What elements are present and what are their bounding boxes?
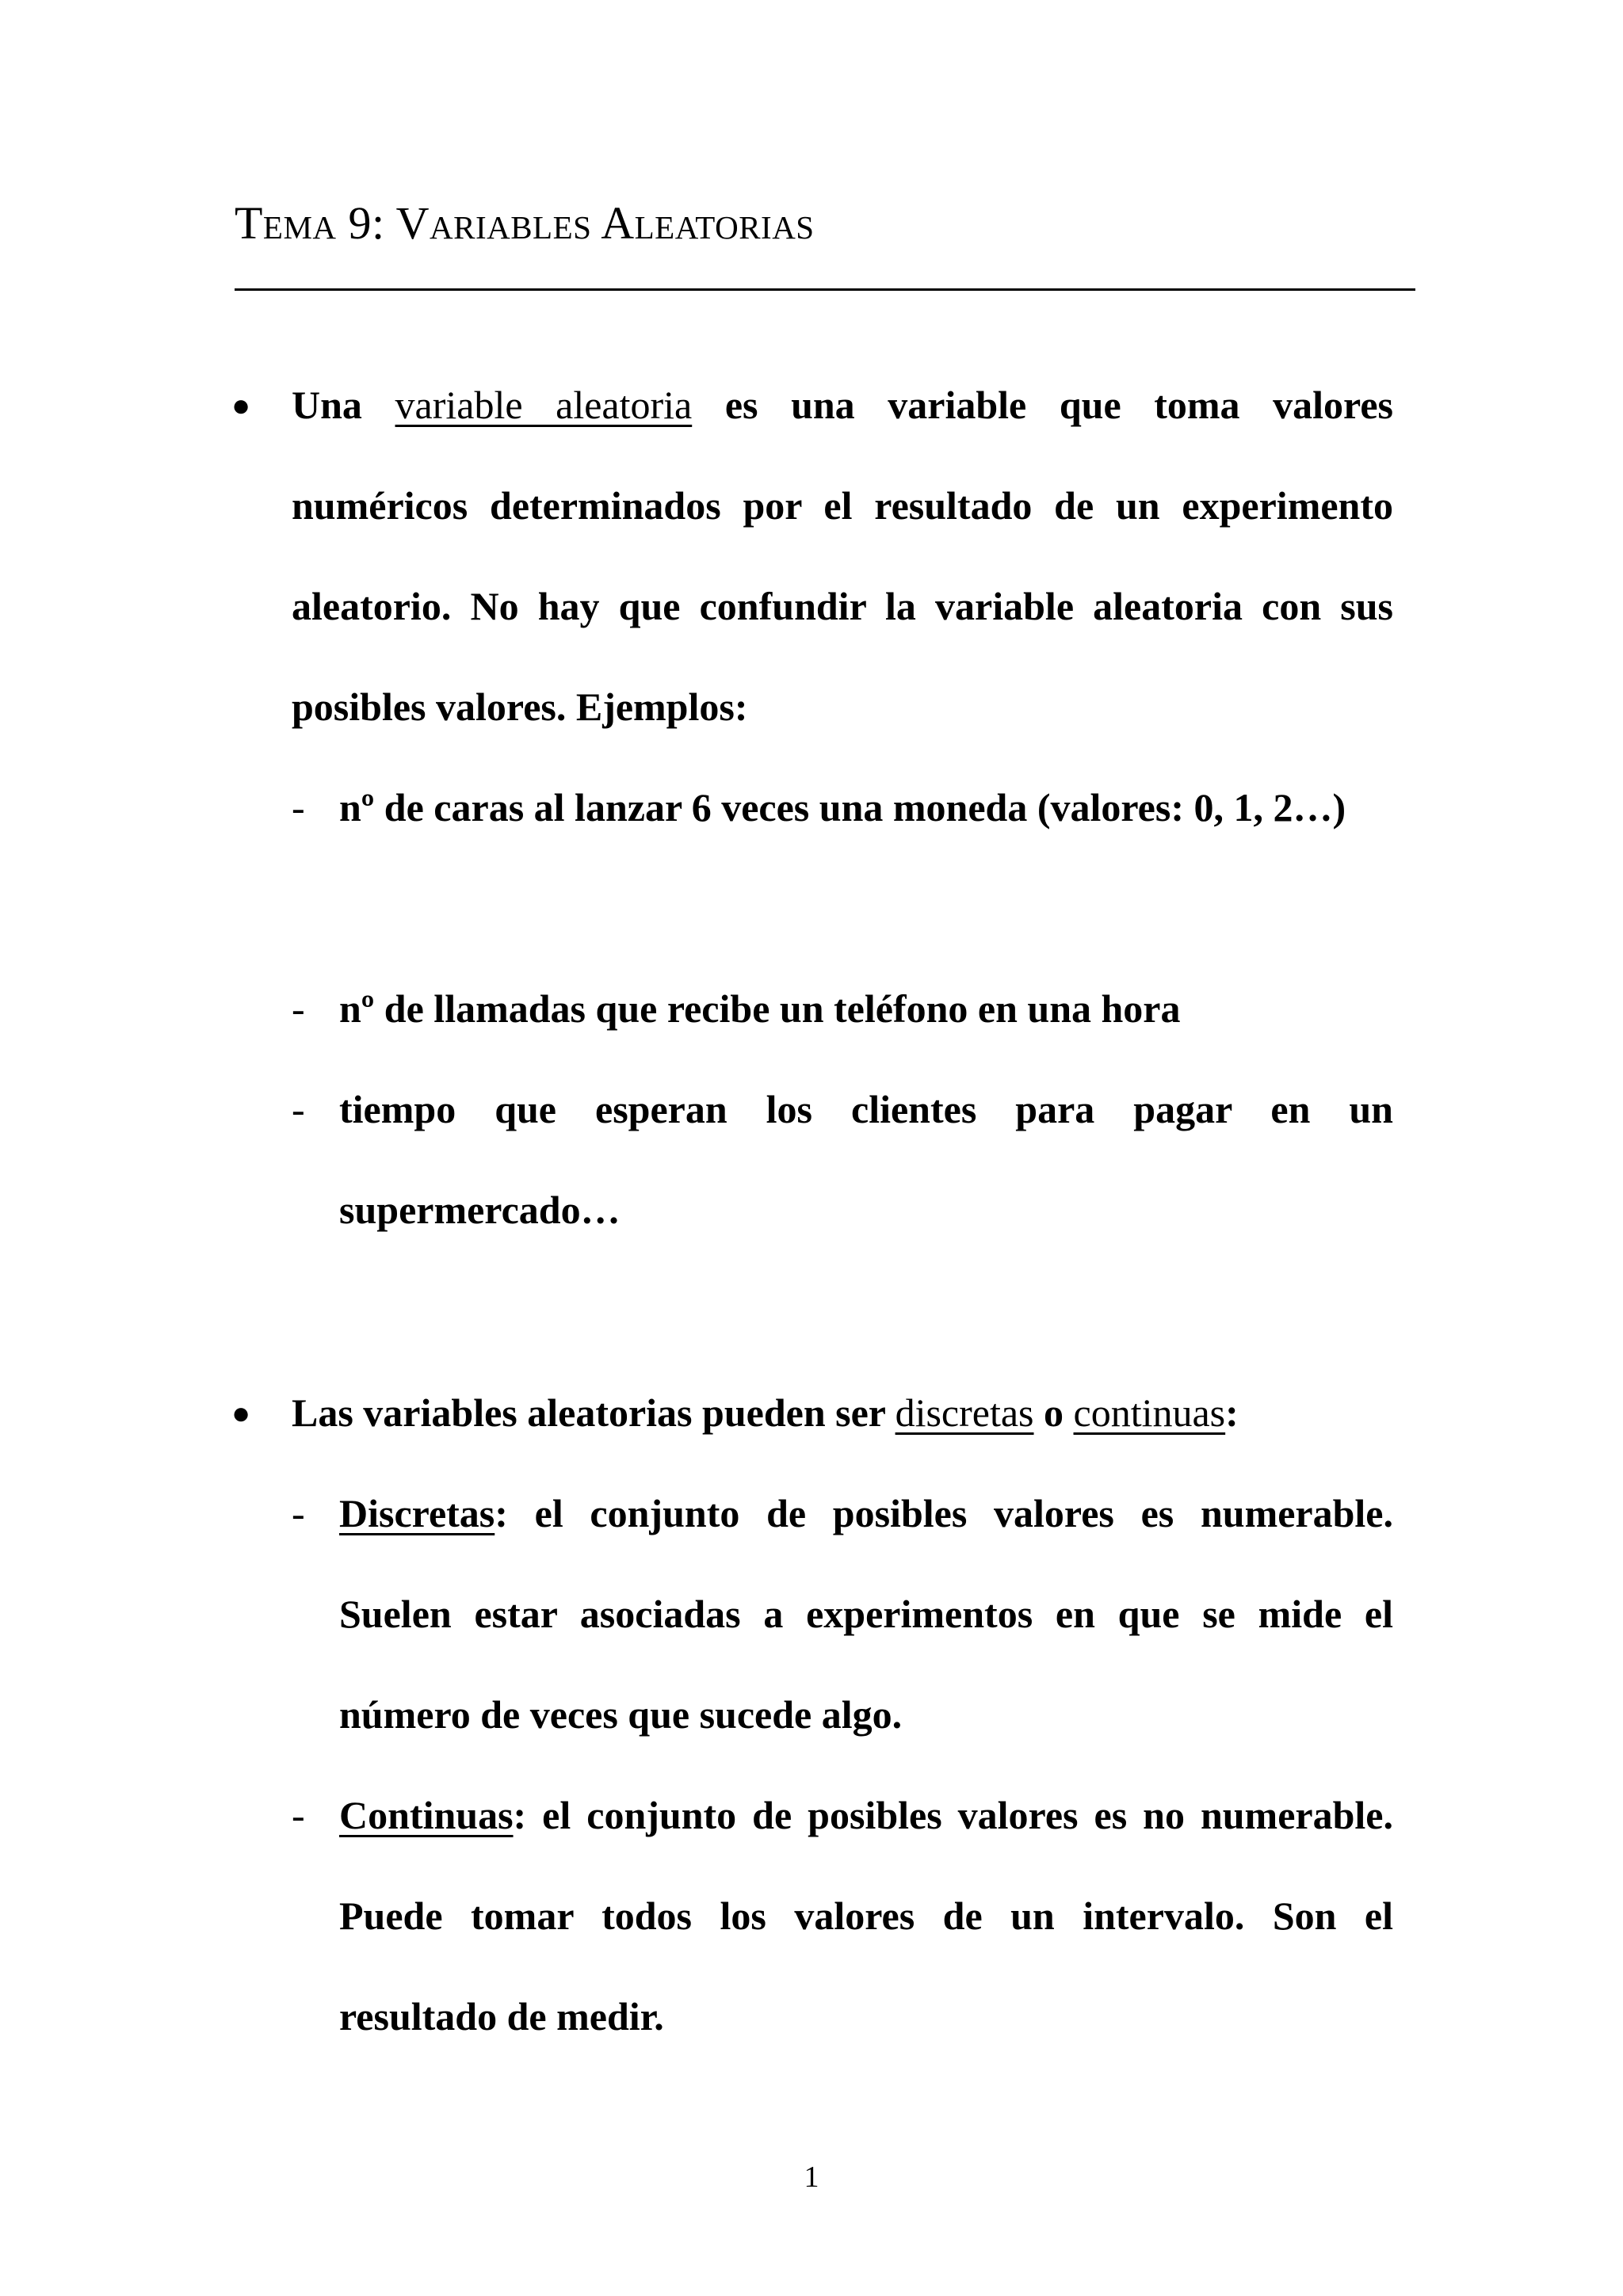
- example-item: nº de caras al lanzar 6 veces una moneda (valores: 0, 1, 2…): [339, 785, 1346, 830]
- dash-icon: -: [292, 1491, 305, 1535]
- paragraph-definition: [292, 355, 1393, 757]
- dash-icon: -: [292, 1087, 305, 1131]
- dash-icon: -: [292, 986, 305, 1031]
- type-item-discretas: [339, 1463, 1393, 1765]
- types-colon: :: [1225, 1390, 1239, 1435]
- term-discretas: discretas: [895, 1390, 1034, 1435]
- definition-text: es una variable que toma valores numéricos determinados por el resultado de un experimento aleatorio. No hay que confundir la variable aleatoria con sus posibles valores. Ejemplos:: [292, 383, 1393, 729]
- definition-intro: Una: [292, 383, 395, 427]
- example-item: tiempo que esperan los clientes para pagar en un supermercado…: [339, 1087, 1393, 1232]
- page-number: 1: [804, 2161, 819, 2194]
- bullet-icon: ●: [231, 1395, 251, 1431]
- paragraph-types: [292, 1363, 1393, 1463]
- types-intro: Las variables aleatorias pueden ser: [292, 1390, 896, 1435]
- type-term: Discretas: [339, 1491, 495, 1535]
- page-title: Tema 9: Variables Aleatorias: [235, 197, 815, 249]
- type-text: : el conjunto de posibles valores es numerable. Suelen estar asociadas a experimentos en que se mide el número de veces que sucede algo.: [339, 1491, 1393, 1737]
- types-connector: o: [1033, 1390, 1074, 1435]
- term-variable-aleatoria: variable aleatoria: [395, 383, 693, 427]
- dash-icon: -: [292, 1793, 305, 1837]
- dash-icon: -: [292, 785, 305, 830]
- type-item-continuas: [339, 1765, 1393, 2067]
- type-text: : el conjunto de posibles valores es no numerable. Puede tomar todos los valores de un intervalo. Son el resultado de medir.: [339, 1793, 1393, 2039]
- bullet-icon: ●: [231, 387, 251, 423]
- title-rule: [235, 288, 1415, 291]
- example-item: nº de llamadas que recibe un teléfono en una hora: [339, 986, 1181, 1031]
- type-term: Continuas: [339, 1793, 514, 1837]
- term-continuas: continuas: [1073, 1390, 1226, 1435]
